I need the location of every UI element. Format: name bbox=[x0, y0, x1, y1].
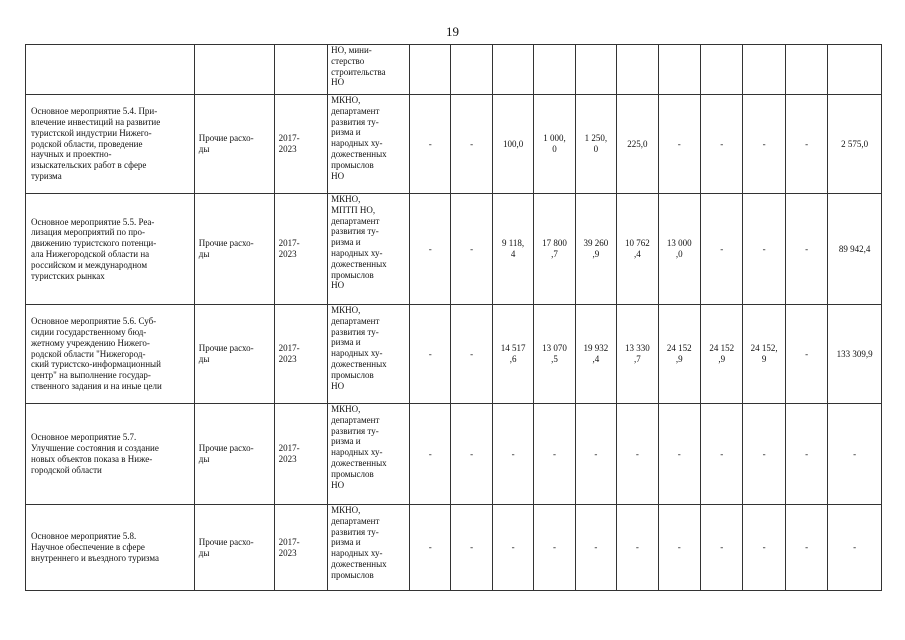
funding-value bbox=[534, 305, 575, 404]
funding-value-text: - bbox=[853, 448, 857, 459]
funding-value bbox=[785, 505, 827, 591]
funding-value-text: - bbox=[470, 542, 474, 553]
funding-value-text: 39 260 ,9 bbox=[583, 238, 609, 259]
funding-value-text: - bbox=[805, 448, 809, 459]
funding-value bbox=[658, 505, 700, 591]
activity-description bbox=[26, 194, 195, 305]
funding-value bbox=[451, 305, 492, 404]
expense-category-text: Прочие расхо- ды bbox=[198, 343, 254, 364]
responsible-executor-text: НО, мини- стерство строительства НО bbox=[331, 45, 386, 88]
funding-value bbox=[785, 194, 827, 305]
funding-value-text: - bbox=[762, 138, 766, 149]
funding-value-text: - bbox=[805, 542, 809, 553]
funding-value bbox=[700, 505, 742, 591]
implementation-period bbox=[274, 194, 328, 305]
program-activities-table bbox=[25, 44, 882, 591]
implementation-period-text: 2017- 2023 bbox=[278, 238, 300, 259]
funding-value-text: - bbox=[470, 138, 474, 149]
activity-description-text: Основное мероприятие 5.7. Улучшение состояния и создание новых объектов показа в Ниже- городской области bbox=[31, 432, 159, 475]
funding-value-text: - bbox=[428, 243, 432, 254]
activity-description bbox=[26, 305, 195, 404]
expense-category bbox=[194, 305, 274, 404]
funding-value bbox=[700, 404, 742, 505]
expense-category bbox=[194, 194, 274, 305]
funding-value-text: - bbox=[805, 243, 809, 254]
funding-value-text: - bbox=[511, 448, 515, 459]
funding-value-text: - bbox=[635, 448, 639, 459]
implementation-period-text: 2017- 2023 bbox=[278, 133, 300, 154]
funding-value bbox=[658, 305, 700, 404]
funding-value-text: - bbox=[805, 138, 809, 149]
expense-category bbox=[194, 45, 274, 95]
responsible-executor bbox=[328, 505, 410, 591]
activity-description-text: Основное мероприятие 5.6. Суб- сидии государственному бюд- жетному учреждению Нижего- родской области "Нижегород- ский туристско-информационный центр" на выполнение государ- ственного задания и на иные цели bbox=[31, 316, 162, 391]
funding-value bbox=[534, 505, 575, 591]
expense-category-text: Прочие расхо- ды bbox=[198, 238, 254, 259]
funding-value bbox=[451, 505, 492, 591]
funding-value bbox=[534, 45, 575, 95]
funding-value-text: - bbox=[428, 448, 432, 459]
implementation-period bbox=[274, 404, 328, 505]
funding-value-text: - bbox=[635, 542, 639, 553]
funding-value-text: - bbox=[511, 542, 515, 553]
funding-value bbox=[410, 505, 451, 591]
funding-value bbox=[492, 194, 533, 305]
funding-value-text: 19 932 ,4 bbox=[583, 343, 609, 364]
responsible-executor-text: МКНО, МПТП НО, департамент развития ту- ризма и народных ху- дожественных промыслов НО bbox=[331, 194, 387, 291]
funding-value bbox=[492, 95, 533, 194]
expense-category-text: Прочие расхо- ды bbox=[198, 133, 254, 154]
funding-value-text: - bbox=[470, 448, 474, 459]
funding-value bbox=[492, 45, 533, 95]
funding-value-text: 14 517 ,6 bbox=[500, 343, 526, 364]
expense-category-text: Прочие расхо- ды bbox=[198, 443, 254, 464]
funding-value-text: - bbox=[428, 138, 432, 149]
funding-value bbox=[617, 305, 658, 404]
expense-category bbox=[194, 505, 274, 591]
funding-value bbox=[492, 505, 533, 591]
funding-value bbox=[575, 45, 616, 95]
implementation-period bbox=[274, 45, 328, 95]
funding-value bbox=[534, 95, 575, 194]
funding-value bbox=[575, 194, 616, 305]
funding-value-text: - bbox=[594, 542, 598, 553]
funding-value bbox=[617, 404, 658, 505]
funding-value-text: - bbox=[805, 348, 809, 359]
activity-description-text: Основное мероприятие 5.5. Реа- лизация мероприятий по про- движению туристского потенци- ала Нижегородской области на российском и международном туристских рынках bbox=[31, 216, 157, 281]
funding-value bbox=[534, 404, 575, 505]
activity-description bbox=[26, 45, 195, 95]
table-row bbox=[26, 45, 882, 95]
funding-value-text: 24 152, 9 bbox=[750, 343, 778, 364]
funding-value bbox=[785, 95, 827, 194]
funding-value-text: - bbox=[720, 542, 724, 553]
funding-value bbox=[410, 194, 451, 305]
funding-value bbox=[700, 95, 742, 194]
responsible-executor bbox=[328, 45, 410, 95]
funding-value bbox=[575, 505, 616, 591]
responsible-executor-text: МКНО, департамент развития ту- ризма и народных ху- дожественных промыслов НО bbox=[331, 95, 387, 181]
funding-value-text: - bbox=[428, 542, 432, 553]
funding-value-text: 13 070 ,5 bbox=[542, 343, 567, 364]
funding-value-text: - bbox=[720, 243, 724, 254]
activity-description bbox=[26, 404, 195, 505]
funding-value bbox=[575, 305, 616, 404]
funding-value-text: - bbox=[470, 348, 474, 359]
funding-value-text: - bbox=[762, 243, 766, 254]
funding-value-text: - bbox=[677, 542, 681, 553]
table-row bbox=[26, 305, 882, 404]
funding-value-text: - bbox=[594, 448, 598, 459]
funding-value-text: 13 000 ,0 bbox=[666, 238, 692, 259]
expense-category bbox=[194, 404, 274, 505]
expense-category bbox=[194, 95, 274, 194]
funding-value-text: 17 800 ,7 bbox=[542, 238, 567, 259]
funding-value bbox=[743, 194, 785, 305]
funding-value-text: 1 000, 0 bbox=[543, 133, 566, 154]
implementation-period-text: 2017- 2023 bbox=[278, 536, 300, 558]
funding-value bbox=[492, 404, 533, 505]
funding-value bbox=[575, 404, 616, 505]
implementation-period bbox=[274, 505, 328, 591]
implementation-period-text: 2017- 2023 bbox=[278, 343, 300, 364]
funding-value-text: - bbox=[552, 542, 556, 553]
funding-value bbox=[828, 404, 882, 505]
funding-value bbox=[617, 194, 658, 305]
funding-value bbox=[410, 404, 451, 505]
funding-value bbox=[700, 194, 742, 305]
funding-value-text: 1 250, 0 bbox=[584, 133, 608, 154]
funding-value-text: - bbox=[720, 448, 724, 459]
funding-value bbox=[451, 95, 492, 194]
funding-value-text: - bbox=[762, 448, 766, 459]
funding-value bbox=[658, 194, 700, 305]
funding-value-text: 9 118, 4 bbox=[501, 238, 525, 259]
funding-value-text: 133 309,9 bbox=[836, 348, 873, 359]
implementation-period-text: 2017- 2023 bbox=[278, 443, 300, 464]
funding-value-text: - bbox=[677, 448, 681, 459]
funding-value bbox=[410, 95, 451, 194]
funding-value bbox=[700, 305, 742, 404]
funding-value-text: - bbox=[853, 542, 857, 553]
funding-value bbox=[658, 95, 700, 194]
funding-value bbox=[743, 505, 785, 591]
funding-value-text: 24 152 ,9 bbox=[709, 343, 735, 364]
funding-value bbox=[828, 305, 882, 404]
funding-value bbox=[617, 505, 658, 591]
table-row bbox=[26, 505, 882, 591]
funding-value-text: 10 762 ,4 bbox=[624, 238, 650, 259]
funding-value bbox=[410, 305, 451, 404]
activity-description bbox=[26, 95, 195, 194]
responsible-executor-text: МКНО, департамент развития ту- ризма и народных ху- дожественных промыслов bbox=[331, 505, 387, 580]
implementation-period bbox=[274, 305, 328, 404]
implementation-period bbox=[274, 95, 328, 194]
funding-value bbox=[785, 305, 827, 404]
funding-value bbox=[617, 45, 658, 95]
activity-description bbox=[26, 505, 195, 591]
funding-value bbox=[743, 305, 785, 404]
expense-category-text: Прочие расхо- ды bbox=[198, 536, 254, 558]
table-row bbox=[26, 404, 882, 505]
funding-value bbox=[743, 404, 785, 505]
funding-value bbox=[534, 194, 575, 305]
activity-description-text: Основное мероприятие 5.8. Научное обеспечение в сфере внутреннего и въездного туризма bbox=[31, 531, 159, 563]
funding-value-text: - bbox=[552, 448, 556, 459]
funding-value bbox=[451, 45, 492, 95]
funding-value-text: - bbox=[762, 542, 766, 553]
funding-value-text: - bbox=[677, 138, 681, 149]
funding-value-text: 24 152 ,9 bbox=[666, 343, 692, 364]
responsible-executor bbox=[328, 305, 410, 404]
responsible-executor bbox=[328, 95, 410, 194]
funding-value bbox=[828, 45, 882, 95]
funding-value-text: - bbox=[428, 348, 432, 359]
funding-value-text: 225,0 bbox=[627, 138, 648, 149]
funding-value bbox=[492, 305, 533, 404]
responsible-executor-text: МКНО, департамент развития ту- ризма и народных ху- дожественных промыслов НО bbox=[331, 404, 387, 490]
table-row bbox=[26, 194, 882, 305]
funding-value-text: 100,0 bbox=[502, 138, 524, 149]
funding-value bbox=[785, 404, 827, 505]
funding-value bbox=[828, 505, 882, 591]
page-number: 19 bbox=[446, 24, 459, 39]
funding-value bbox=[410, 45, 451, 95]
responsible-executor bbox=[328, 404, 410, 505]
funding-value bbox=[575, 95, 616, 194]
funding-value bbox=[828, 194, 882, 305]
activity-description-text: Основное мероприятие 5.4. При- влечение инвестиций на развитие туристской индустрии Нижего- родской области, проведение научных и проектно- изыскательских работ в сфере туризма bbox=[31, 106, 161, 181]
funding-value bbox=[743, 45, 785, 95]
funding-value-text: - bbox=[470, 243, 474, 254]
funding-value bbox=[785, 45, 827, 95]
funding-value bbox=[828, 95, 882, 194]
responsible-executor-text: МКНО, департамент развития ту- ризма и народных ху- дожественных промыслов НО bbox=[331, 305, 387, 391]
funding-value bbox=[658, 404, 700, 505]
table-row bbox=[26, 95, 882, 194]
funding-value bbox=[658, 45, 700, 95]
funding-value bbox=[451, 404, 492, 505]
funding-value bbox=[700, 45, 742, 95]
responsible-executor bbox=[328, 194, 410, 305]
funding-value-text: - bbox=[720, 138, 724, 149]
funding-value bbox=[451, 194, 492, 305]
funding-value bbox=[617, 95, 658, 194]
funding-value bbox=[743, 95, 785, 194]
funding-value-text: 13 330 ,7 bbox=[624, 343, 650, 364]
funding-value-text: 89 942,4 bbox=[838, 243, 871, 254]
funding-value-text: 2 575,0 bbox=[841, 138, 869, 149]
